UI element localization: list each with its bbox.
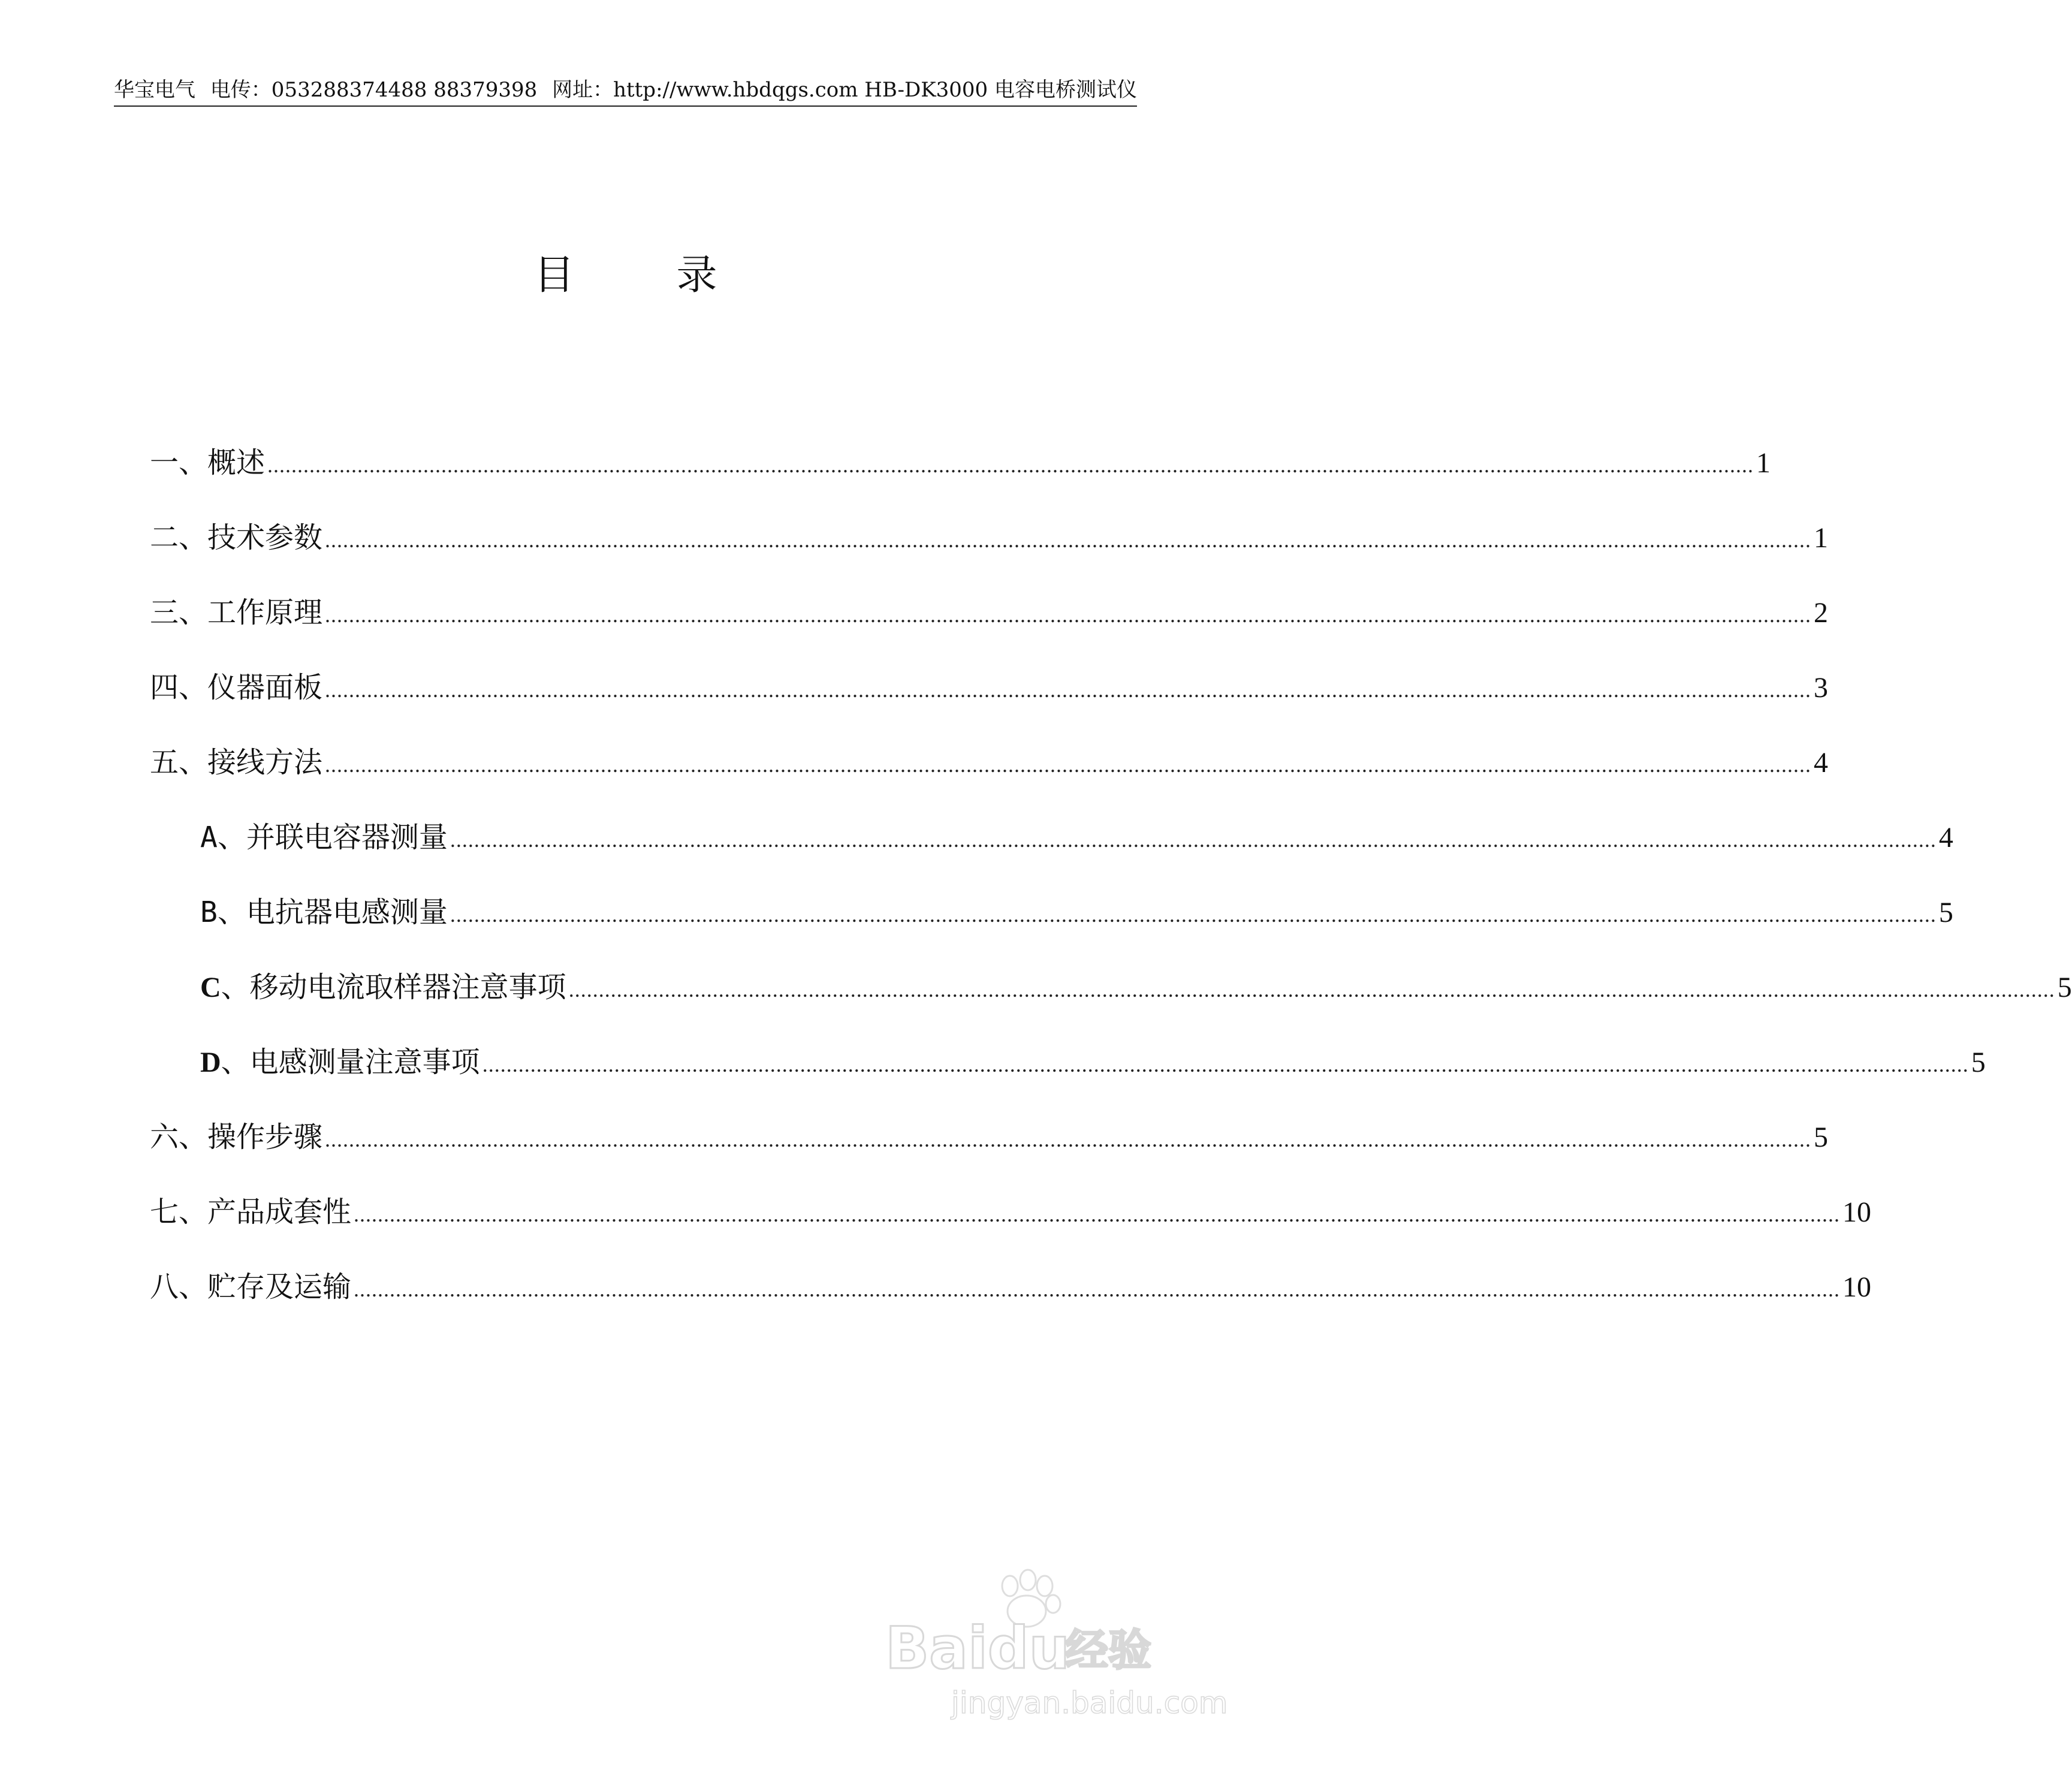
watermark-graphic bbox=[873, 1569, 1228, 1725]
toc-label: 二、技术参数 bbox=[150, 521, 323, 554]
page-title: 目录 bbox=[533, 252, 819, 299]
header-left bbox=[114, 77, 866, 103]
toc-prefix: D bbox=[200, 1047, 221, 1078]
toc-item-overview[interactable] bbox=[150, 444, 1771, 518]
header-website: 网址：http://www.hbdqgs.com bbox=[552, 78, 858, 102]
toc-page-number: 5 bbox=[2057, 972, 2072, 1003]
toc-label-text: 、移动电流取样器注意事项 bbox=[221, 970, 566, 1004]
toc-label bbox=[200, 1043, 480, 1082]
toc-label-text: 、电感测量注意事项 bbox=[221, 1045, 480, 1079]
toc-leader-dots bbox=[325, 1120, 1811, 1159]
toc-item-wiring-method[interactable] bbox=[150, 743, 1829, 818]
toc-prefix: C bbox=[200, 972, 221, 1003]
toc-item-instrument-panel[interactable] bbox=[150, 668, 1829, 743]
toc-leader-dots bbox=[267, 446, 1754, 484]
toc-item-parallel-capacitor[interactable] bbox=[150, 818, 1953, 893]
toc-leader-dots bbox=[354, 1270, 1840, 1308]
toc-page-number: 5 bbox=[1814, 1121, 1829, 1153]
toc-label: 三、工作原理 bbox=[150, 596, 323, 629]
toc-item-reactor-inductance[interactable] bbox=[150, 893, 1953, 968]
toc-prefix: B bbox=[200, 895, 218, 929]
toc-label: 一、概述 bbox=[150, 446, 266, 480]
toc-label-text: 、并联电容器测量 bbox=[217, 821, 448, 854]
toc-label-text: 、电抗器电感测量 bbox=[217, 895, 448, 929]
toc-item-storage-transport[interactable] bbox=[150, 1268, 1872, 1343]
toc-item-technical-parameters[interactable] bbox=[150, 518, 1829, 593]
toc-page-number: 1 bbox=[1814, 522, 1829, 554]
toc-item-current-sampler-notes[interactable] bbox=[150, 968, 2072, 1043]
toc-leader-dots bbox=[482, 1045, 1969, 1084]
toc-leader-dots bbox=[354, 1195, 1840, 1234]
toc-leader-dots bbox=[325, 521, 1811, 559]
toc-label: 四、仪器面板 bbox=[150, 671, 323, 704]
toc-item-inductance-notes[interactable] bbox=[150, 1043, 1986, 1118]
toc-label bbox=[200, 893, 448, 931]
toc-label: 六、操作步骤 bbox=[150, 1120, 323, 1154]
toc-leader-dots bbox=[450, 895, 1937, 934]
toc-leader-dots bbox=[569, 970, 2055, 1009]
toc-page-number: 5 bbox=[1971, 1047, 1986, 1078]
baidu-jingyan-watermark bbox=[873, 1569, 1228, 1725]
toc-label: 五、接线方法 bbox=[150, 746, 323, 779]
toc-page-number: 4 bbox=[1938, 822, 1953, 854]
watermark-brand-cn: 经验 bbox=[1065, 1625, 1152, 1675]
toc-label: 七、产品成套性 bbox=[150, 1195, 352, 1229]
toc-page-number: 1 bbox=[1756, 447, 1771, 479]
toc-item-product-completeness[interactable] bbox=[150, 1193, 1872, 1268]
toc-page-number: 4 bbox=[1814, 747, 1829, 779]
toc-label bbox=[200, 968, 566, 1007]
toc-page-number: 10 bbox=[1842, 1271, 1872, 1303]
header-phone: 电传：053288374488 88379398 bbox=[210, 78, 538, 102]
toc-item-working-principle[interactable] bbox=[150, 593, 1829, 668]
toc-leader-dots bbox=[325, 746, 1811, 784]
toc-page-number: 10 bbox=[1842, 1196, 1872, 1228]
toc-page-number: 5 bbox=[1938, 897, 1953, 928]
header-product: HB-DK3000 电容电桥测试仪 bbox=[864, 78, 1137, 102]
toc-page-number: 2 bbox=[1814, 597, 1829, 629]
toc-leader-dots bbox=[450, 821, 1937, 859]
toc-label: 八、贮存及运输 bbox=[150, 1270, 352, 1304]
page-header bbox=[114, 77, 1137, 107]
watermark-brand: Baidu bbox=[885, 1615, 1070, 1682]
header-company: 华宝电气 bbox=[114, 78, 195, 102]
watermark-url: jingyan.baidu.com bbox=[951, 1685, 1228, 1720]
toc-label bbox=[200, 818, 448, 857]
toc-page-number: 3 bbox=[1814, 672, 1829, 704]
toc-item-operation-steps[interactable] bbox=[150, 1118, 1829, 1193]
toc-leader-dots bbox=[325, 596, 1811, 634]
toc-leader-dots bbox=[325, 671, 1811, 709]
table-of-contents bbox=[150, 444, 2072, 1343]
toc-prefix: A bbox=[200, 821, 218, 854]
